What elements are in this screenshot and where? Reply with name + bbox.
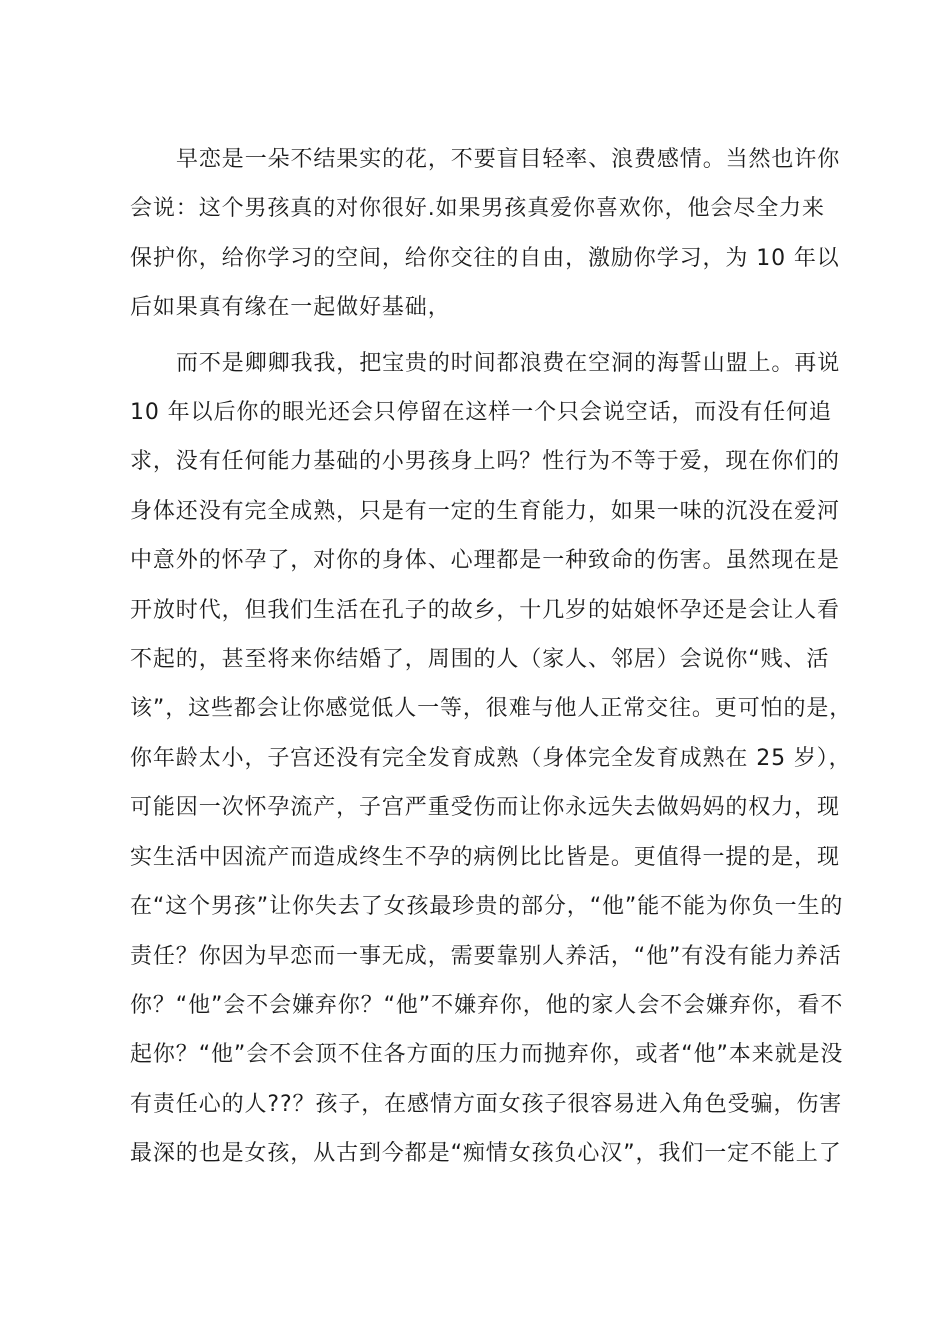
- text-line: 后如果真有缘在一起做好基础，: [130, 295, 451, 321]
- text-line: 该”，这些都会让你感觉低人一等，很难与他人正常交往。更可怕的是，: [130, 696, 853, 722]
- text-line: 不起的，甚至将来你结婚了，周围的人（家人、邻居）会说你“贱、活: [130, 647, 830, 673]
- text-line: 中意外的怀孕了，对你的身体、心理都是一种致命的伤害。虽然现在是: [130, 548, 840, 574]
- text-line: 10 年以后你的眼光还会只停留在这样一个只会说空话，而没有任何追: [130, 400, 832, 426]
- text-line: 你年龄太小，子宫还没有完全发育成熟（身体完全发育成熟在 25 岁），: [130, 745, 852, 771]
- paragraph-1: [130, 135, 841, 333]
- text-line: 可能因一次怀孕流产，子宫严重受伤而让你永远失去做妈妈的权力，现: [130, 795, 840, 821]
- text-line: 责任？你因为早恋而一事无成，需要靠别人养活，“他”有没有能力养活: [130, 943, 842, 969]
- text-line: 保护你，给你学习的空间，给你交往的自由，激励你学习，为 10 年以: [130, 245, 840, 271]
- text-line: 你？“他”会不会嫌弃你？“他”不嫌弃你，他的家人会不会嫌弃你，看不: [130, 992, 844, 1018]
- text-line: 最深的也是女孩，从古到今都是“痴情女孩负心汉”，我们一定不能上了: [130, 1141, 842, 1167]
- text-line: 而不是卿卿我我，把宝贵的时间都浪费在空洞的海誓山盟上。再说: [176, 350, 841, 376]
- text-line: 起你？“他”会不会顶不住各方面的压力而抛弃你，或者“他”本来就是没: [130, 1042, 844, 1068]
- document-body: [130, 135, 853, 1179]
- text-line: 身体还没有完全成熟，只是有一定的生育能力，如果一味的沉没在爱河: [130, 498, 840, 524]
- text-line: 早恋是一朵不结果实的花，不要盲目轻率、浪费感情。当然也许你: [176, 147, 841, 172]
- text-line: 在“这个男孩”让你失去了女孩最珍贵的部分，“他”能不能为你负一生的: [130, 894, 844, 920]
- text-line: 实生活中因流产而造成终生不孕的病例比比皆是。更值得一提的是，现: [130, 844, 840, 870]
- text-line: 开放时代，但我们生活在孔子的故乡，十几岁的姑娘怀孕还是会让人看: [130, 597, 840, 623]
- text-line: 求，没有任何能力基础的小男孩身上吗？性行为不等于爱，现在你们的: [130, 449, 840, 475]
- paragraph-2: [130, 339, 853, 1179]
- text-line: 会说：这个男孩真的对你很好.如果男孩真爱你喜欢你，他会尽全力来: [130, 196, 825, 222]
- text-line: 有责任心的人??？孩子，在感情方面女孩子很容易进入角色受骗，伤害: [130, 1091, 843, 1117]
